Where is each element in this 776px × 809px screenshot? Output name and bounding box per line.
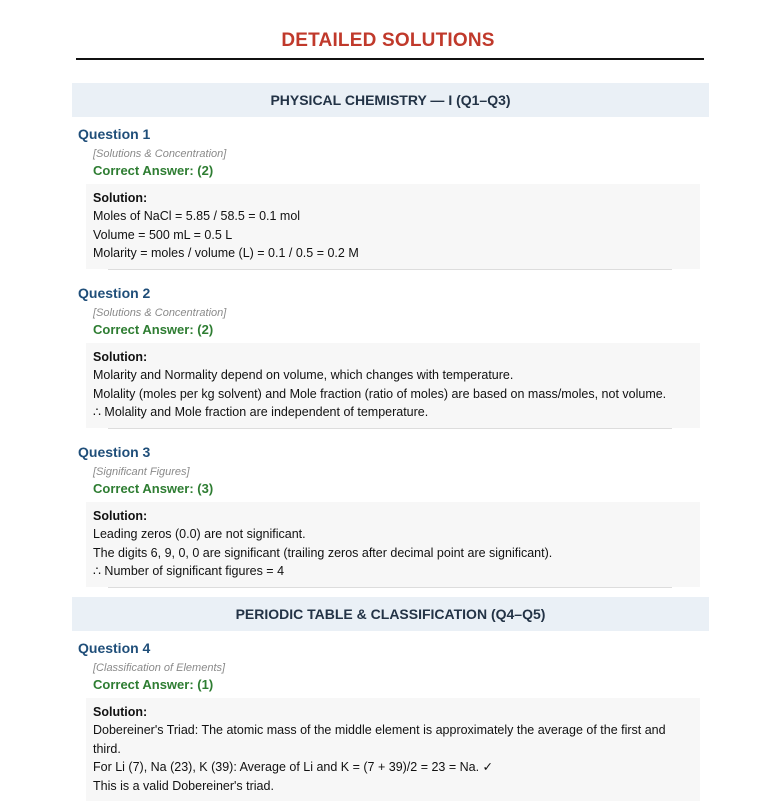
question-divider — [108, 428, 672, 429]
question-divider — [108, 269, 672, 270]
question-topic: [Solutions & Concentration] — [93, 307, 227, 319]
solution-line: Leading zeros (0.0) are not significant. — [93, 527, 306, 541]
correct-answer: Correct Answer: (1) — [93, 677, 214, 692]
correct-answer: Correct Answer: (3) — [93, 481, 214, 496]
question-topic: [Classification of Elements] — [93, 662, 226, 674]
solution-line: ∴ Number of significant figures = 4 — [93, 564, 285, 579]
section-header-physical-chemistry: PHYSICAL CHEMISTRY — I (Q1–Q3) — [72, 83, 709, 117]
solution-label: Solution: — [93, 705, 148, 719]
solution-label: Solution: — [93, 191, 148, 205]
question-topic: [Significant Figures] — [93, 466, 190, 478]
correct-answer: Correct Answer: (2) — [93, 163, 214, 178]
question-title: Question 2 — [78, 285, 151, 301]
solution-label: Solution: — [93, 350, 148, 364]
correct-answer: Correct Answer: (2) — [93, 322, 214, 337]
solution-line: This is a valid Dobereiner's triad. — [93, 778, 274, 793]
solution-label: Solution: — [93, 509, 148, 523]
solution-box — [86, 343, 700, 428]
solution-line: Molality (moles per kg solvent) and Mole fraction (ratio of moles) are based on mass/moles, not volume. — [93, 386, 667, 401]
question-block-3 — [78, 442, 708, 588]
solution-box — [86, 698, 700, 801]
solution-line: For Li (7), Na (23), K (39): Average of Li and K = (7 + 39)/2 = 23 = Na. ✓ — [93, 760, 494, 775]
question-block-1 — [78, 124, 708, 270]
question-title: Question 4 — [78, 640, 151, 656]
question-divider — [108, 587, 672, 588]
question-block-2 — [78, 283, 708, 429]
question-title: Question 1 — [78, 126, 151, 142]
solution-line: The digits 6, 9, 0, 0 are significant (trailing zeros after decimal point are significant). — [93, 545, 553, 560]
title-divider — [76, 58, 704, 60]
solution-line: ∴ Molality and Mole fraction are independent of temperature. — [93, 405, 429, 420]
solution-line: Volume = 500 mL = 0.5 L — [93, 227, 233, 242]
question-title: Question 3 — [78, 444, 151, 460]
solution-line: third. — [93, 741, 121, 756]
section-header-periodic-table: PERIODIC TABLE & CLASSIFICATION (Q4–Q5) — [72, 597, 709, 631]
solution-line: Dobereiner's Triad: The atomic mass of the middle element is approximately the average of the first and — [93, 723, 666, 737]
question-topic: [Solutions & Concentration] — [93, 148, 227, 160]
solution-line: Molarity = moles / volume (L) = 0.1 / 0.5 = 0.2 M — [93, 246, 359, 261]
solution-line: Moles of NaCl = 5.85 / 58.5 = 0.1 mol — [93, 209, 301, 223]
solution-box — [86, 184, 700, 269]
document-title: DETAILED SOLUTIONS — [281, 30, 495, 51]
question-block-4 — [78, 638, 708, 801]
solution-box — [86, 502, 700, 587]
solution-line: Molarity and Normality depend on volume, which changes with temperature. — [93, 368, 514, 382]
